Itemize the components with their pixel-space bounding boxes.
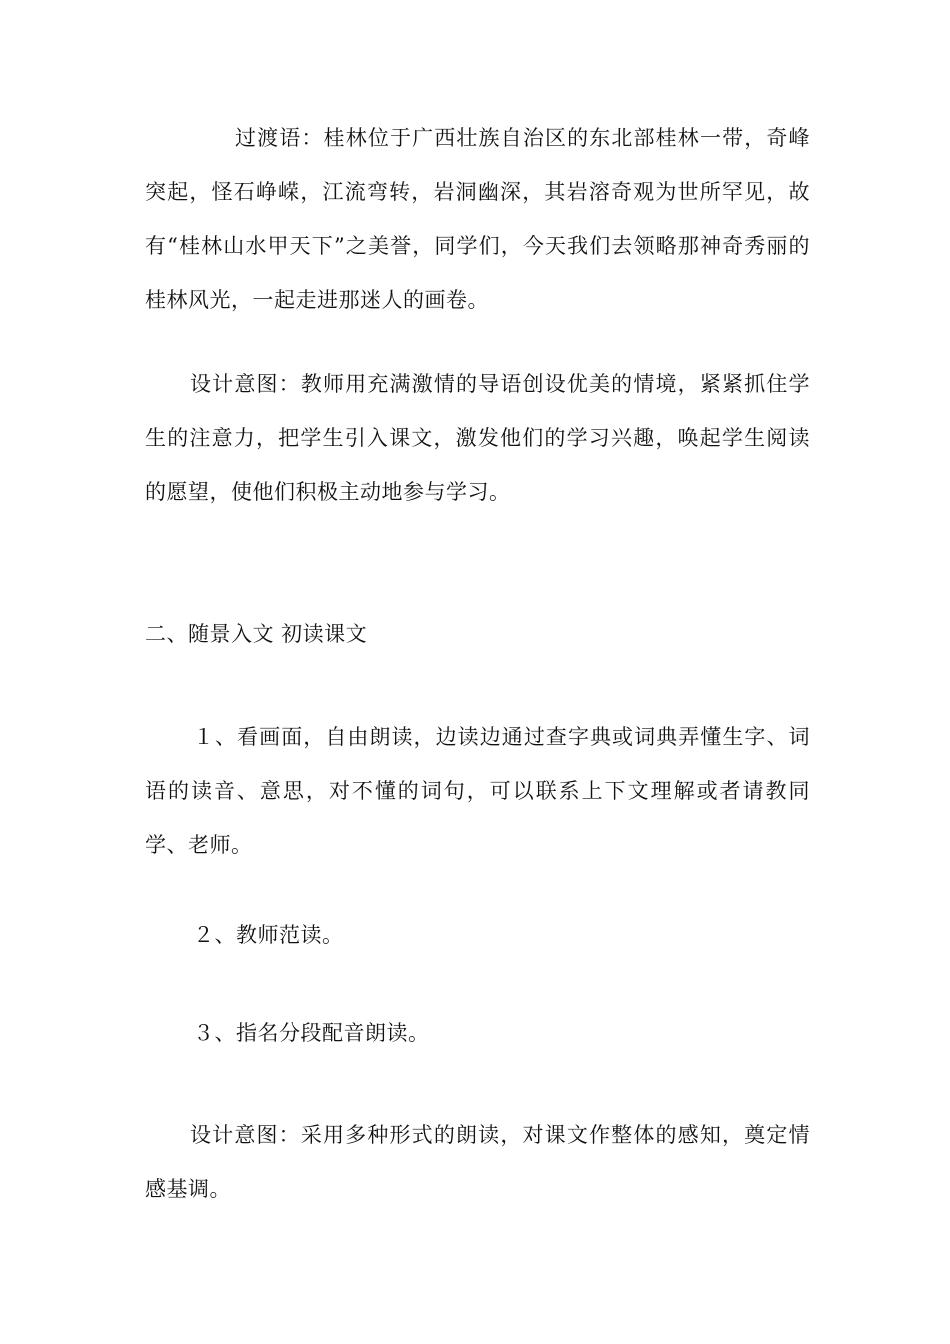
design-intent-paragraph-1: 设计意图：教师用充满激情的导语创设优美的情境，紧紧抓住学生的注意力，把学生引入课文，激发他们的学习兴趣，唤起学生阅读的愿望，使他们积极主动地参与学习。 bbox=[145, 372, 810, 504]
section-2-heading: 二、随景入文 初读课文 bbox=[145, 622, 368, 646]
transition-paragraph: 过渡语：桂林位于广西壮族自治区的东北部桂林一带，奇峰突起，怪石峥嵘，江流弯转，岩洞幽深，其岩溶奇观为世所罕见，故有“桂林山水甲天下”之美誉，同学们，今天我们去领略那神奇秀丽的桂林风光，一起走进那迷人的画卷。 bbox=[145, 126, 810, 312]
list-item-2: ２、教师范读。 bbox=[193, 923, 344, 947]
list-item-1: １、看画面，自由朗读，边读边通过查字典或词典弄懂生字、词语的读音、意思，对不懂的词句，可以联系上下文理解或者请教同学、老师。 bbox=[145, 725, 810, 857]
design-intent-paragraph-2: 设计意图：采用多种形式的朗读，对课文作整体的感知，奠定情感基调。 bbox=[145, 1123, 810, 1201]
list-item-3: ３、指名分段配音朗读。 bbox=[193, 1021, 430, 1045]
